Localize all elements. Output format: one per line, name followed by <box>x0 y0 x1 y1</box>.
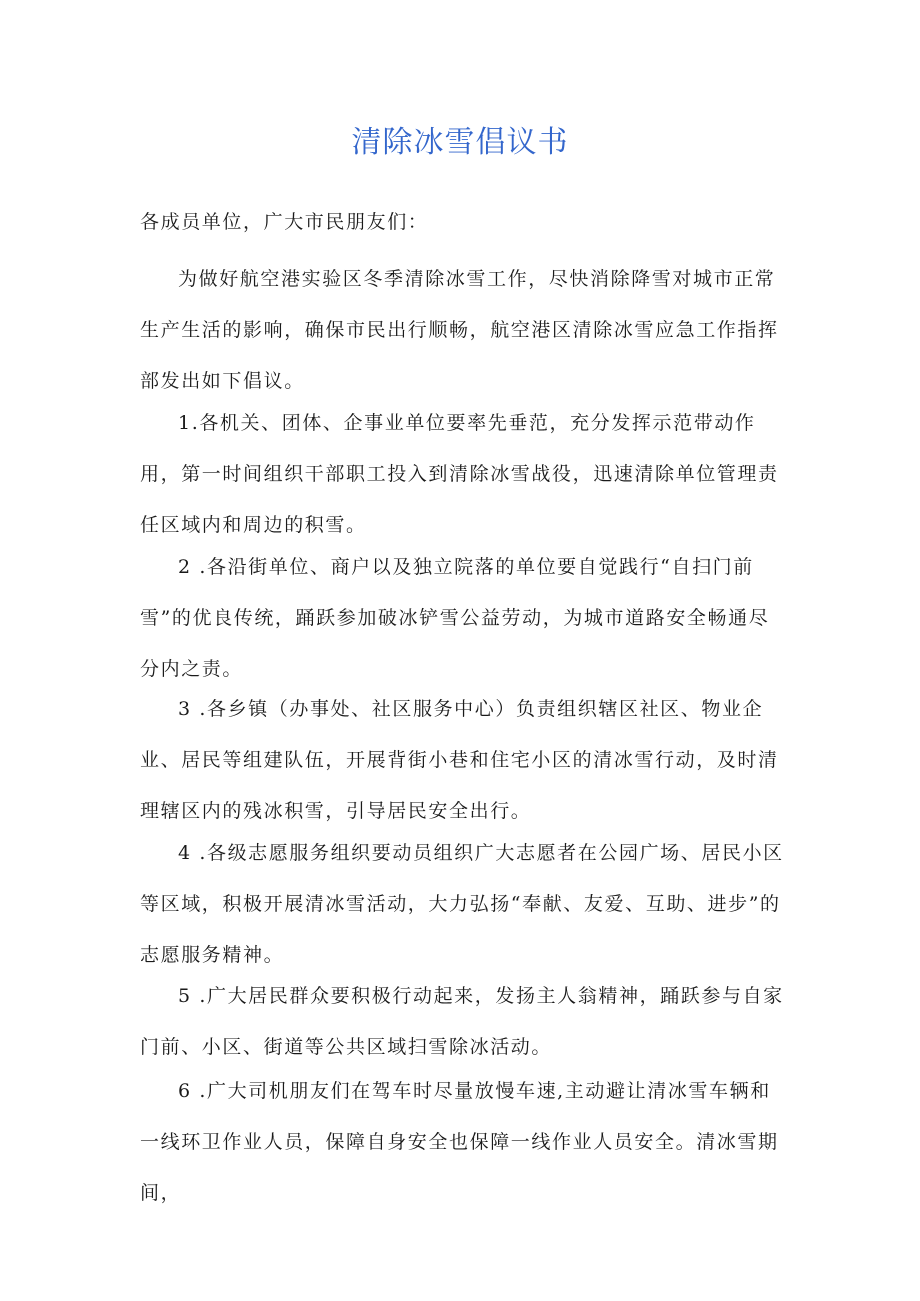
proposal-item-2: 2 .各沿街单位、商户以及独立院落的单位要自觉践行“自扫门前雪”的优良传统，踊跃参加破冰铲雪公益劳动，为城市道路安全畅通尽分内之责。 <box>140 556 770 680</box>
document-title: 清除冰雪倡议书 <box>351 125 569 160</box>
proposal-item-4: 4 .各级志愿服务组织要动员组织广大志愿者在公园广场、居民小区等区域，积极开展清冰雪活动，大力弘扬“奉献、友爱、互助、进步”的志愿服务精神。 <box>140 842 784 966</box>
greeting-line: 各成员单位，广大市民朋友们： <box>140 211 429 233</box>
intro-paragraph: 为做好航空港实验区冬季清除冰雪工作，尽快消除降雪对城市正常生产生活的影响，确保市民出行顺畅，航空港区清除冰雪应急工作指挥部发出如下倡议。 <box>140 268 779 392</box>
proposal-item-5: 5 .广大居民群众要积极行动起来，发扬主人翁精神，踊跃参与自家门前、小区、街道等公共区域扫雪除冰活动。 <box>140 985 784 1058</box>
proposal-item-3: 3 .各乡镇（办事处、社区服务中心）负责组织辖区社区、物业企业、居民等组建队伍，开展背街小巷和住宅小区的清冰雪行动，及时清理辖区内的残冰积雪，引导居民安全出行。 <box>140 698 779 822</box>
proposal-item-1: 1.各机关、团体、企事业单位要率先垂范，充分发挥示范带动作用，第一时间组织干部职工投入到清除冰雪战役，迅速清除单位管理责任区域内和周边的积雪。 <box>140 412 779 536</box>
proposal-item-6: 6 .广大司机朋友们在驾车时尽量放慢车速,主动避让清冰雪车辆和一线环卫作业人员，保障自身安全也保障一线作业人员安全。清冰雪期间， <box>140 1080 779 1204</box>
